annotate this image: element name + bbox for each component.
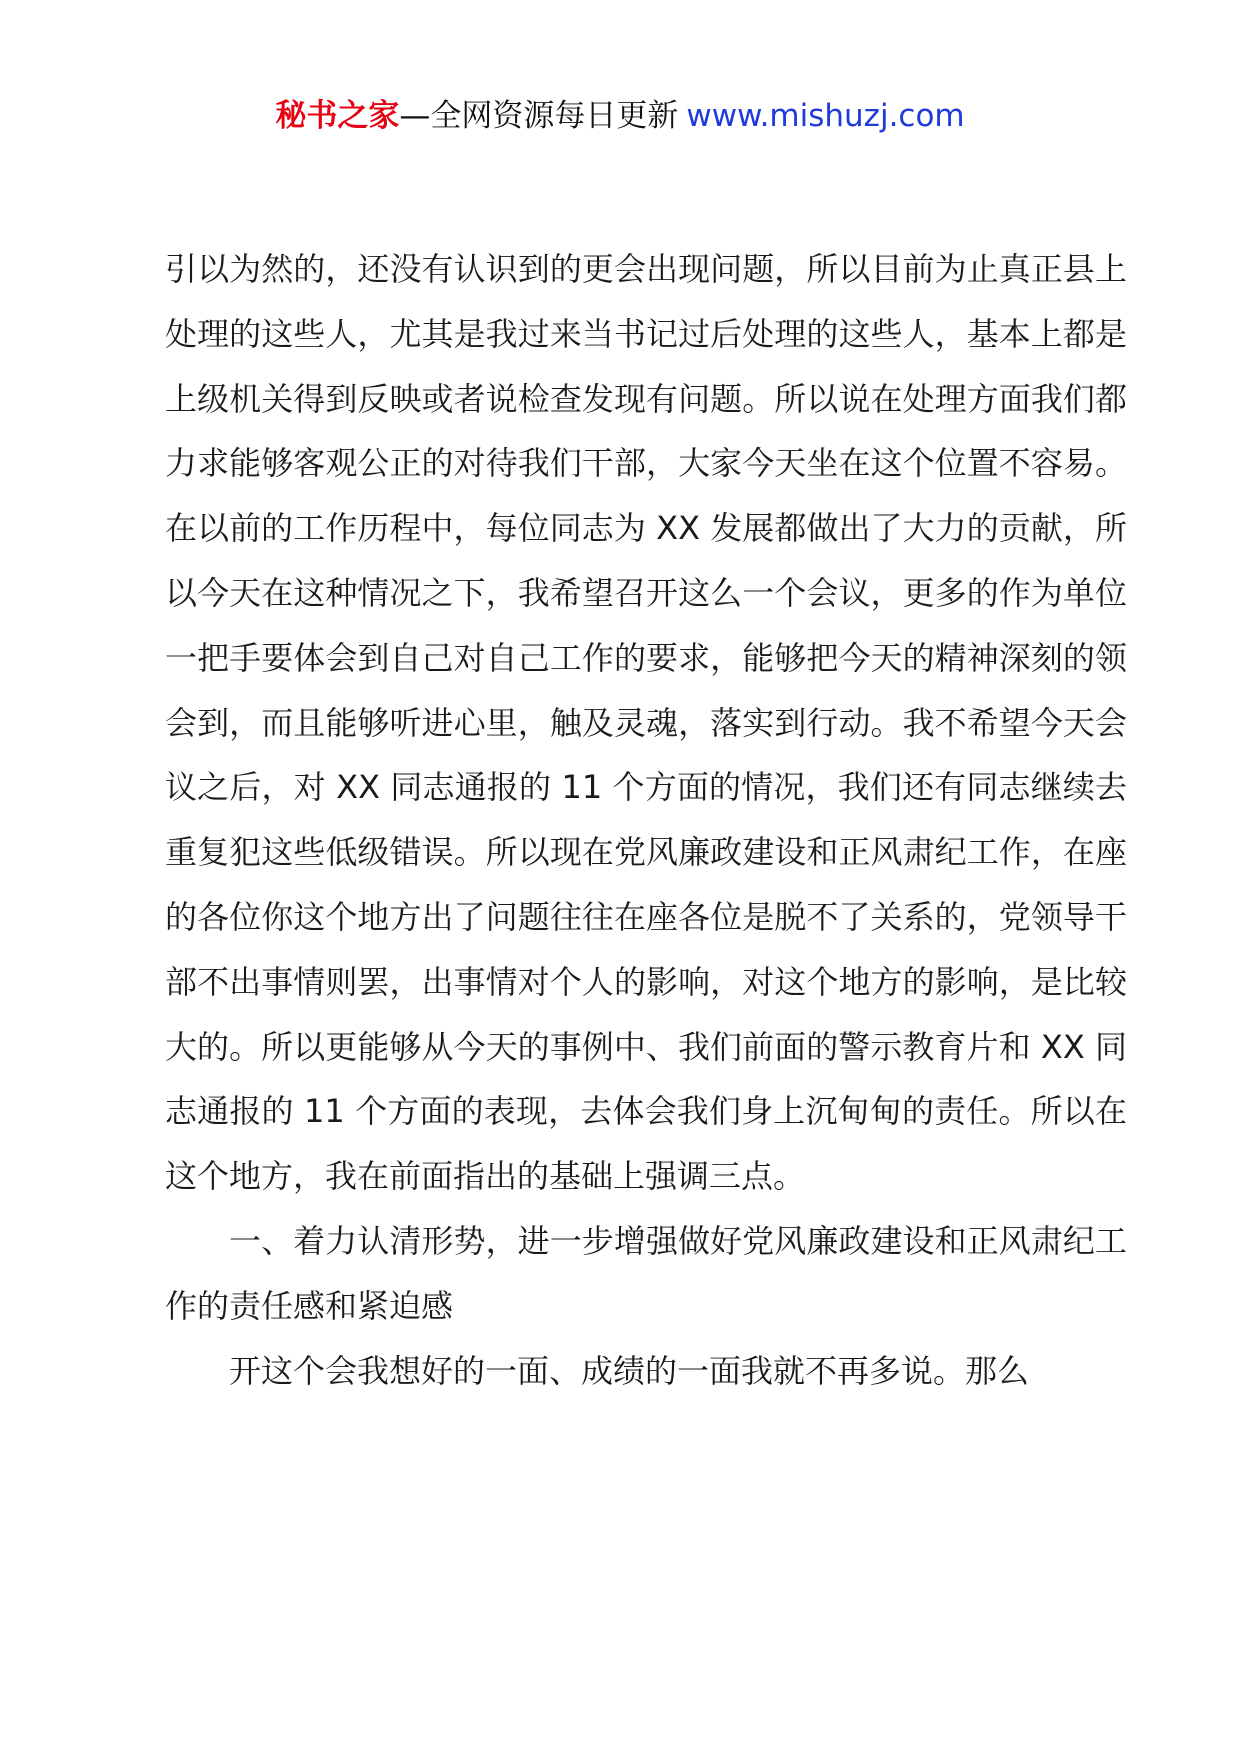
document-body [165, 237, 1127, 1403]
header-url-link[interactable]: www.mishuzj.com [686, 98, 965, 134]
section-heading: 一、着力认清形势，进一步增强做好党风廉政建设和正风肃纪工作的责任感和紧迫感 [165, 1221, 1127, 1325]
body-paragraph: 引以为然的，还没有认识到的更会出现问题，所以目前为止真正县上处理的这些人，尤其是我过来当书记过后处理的这些人，基本上都是上级机关得到反映或者说检查发现有问题。所以说在处理方面我们都力求能够客观公正的对待我们干部，大家今天坐在这个位置不容易。在以前的工作历程中，每位同志为 XX 发展都做出了大力的贡献，所以今天在这种情况之下，我希望召开这么一个会议，更多的作为单位一把手要体会到自己对自己工作的要求，能够把今天的精神深刻的领会到，而且能够听进心里，触及灵魂，落实到行动。我不希望今天会议之后，对 XX 同志通报的 11 个方面的情况，我们还有同志继续去重复犯这些低级错误。所以现在党风廉政建设和正风肃纪工作，在座的各位你这个地方出了问题往往在座各位是脱不了关系的，党领导干部不出事情则罢，出事情对个人的影响，对这个地方的影响，是比较大的。所以更能够从今天的事例中、我们前面的警示教育片和 XX 同志通报的 11 个方面的表现，去体会我们身上沉甸甸的责任。所以在这个地方，我在前面指出的基础上强调三点。 [165, 250, 1127, 1196]
header-brand: 秘书之家 [275, 98, 400, 134]
body-paragraph: 开这个会我想好的一面、成绩的一面我就不再多说。那么 [229, 1351, 1030, 1390]
header-slogan: —全网资源每日更新 [399, 98, 679, 134]
page-header [0, 96, 1240, 136]
